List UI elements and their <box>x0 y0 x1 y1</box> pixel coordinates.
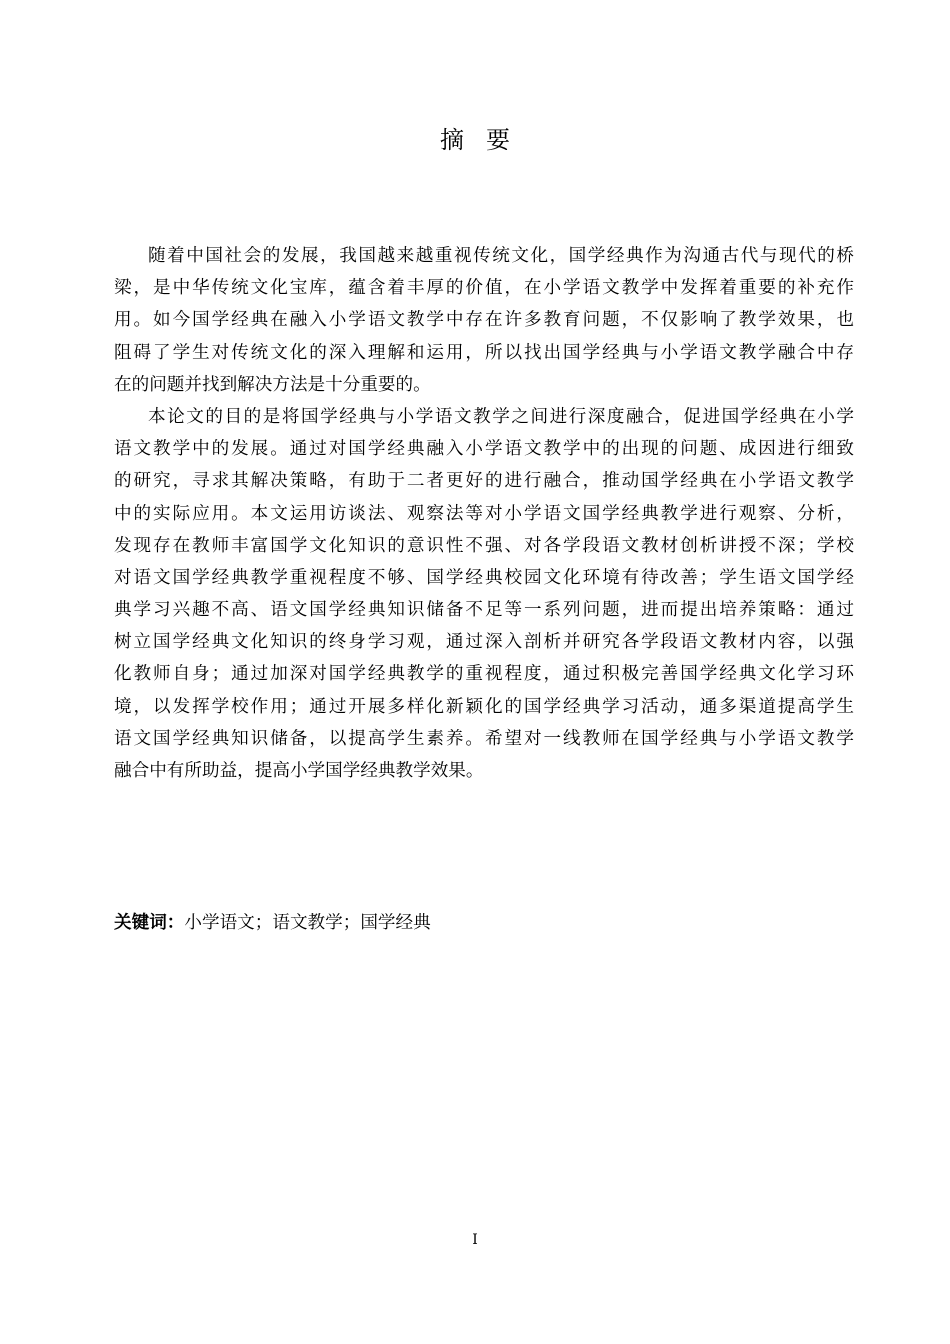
text-line: 语文国学经典知识储备，以提高学生素养。希望对一线教师在国学经典与小学语文教学 <box>114 728 854 749</box>
paragraph-2 <box>114 401 854 787</box>
keywords <box>114 907 431 939</box>
text-line: 本论文的目的是将国学经典与小学语文教学之间进行深度融合，促进国学经典在小学 <box>148 406 854 427</box>
text-line: 中的实际应用。本文运用访谈法、观察法等对小学语文国学经典教学进行观察、分析， <box>114 503 854 524</box>
text-line: 典学习兴趣不高、语文国学经典知识储备不足等一系列问题，进而提出培养策略：通过 <box>114 600 854 621</box>
text-line: 在的问题并找到解决方法是十分重要的。 <box>114 374 431 395</box>
text-line: 语文教学中的发展。通过对国学经典融入小学语文教学中的出现的问题、成因进行细致 <box>114 439 854 460</box>
text-line: 化教师自身；通过加深对国学经典教学的重视程度，通过积极完善国学经典文化学习环 <box>114 664 854 685</box>
abstract-title: 摘要 <box>440 126 532 154</box>
paragraph-1 <box>114 240 854 401</box>
text-line: 用。如今国学经典在融入小学语文教学中存在许多教育问题，不仅影响了教学效果，也 <box>114 310 854 331</box>
text-line: 对语文国学经典教学重视程度不够、国学经典校园文化环境有待改善；学生语文国学经 <box>114 567 854 588</box>
page-number: I <box>472 1232 478 1248</box>
text-line: 融合中有所助益，提高小学国学经典教学效果。 <box>114 761 484 781</box>
keywords-label: 关键词： <box>114 913 185 933</box>
text-line: 梁，是中华传统文化宝库，蕴含着丰厚的价值，在小学语文教学中发挥着重要的补充作 <box>114 278 854 299</box>
text-line: 树立国学经典文化知识的终身学习观，通过深入剖析并研究各学段语文教材内容，以强 <box>114 632 854 653</box>
text-line: 的研究，寻求其解决策略，有助于二者更好的进行融合，推动国学经典在小学语文教学 <box>114 471 854 492</box>
text-line: 发现存在教师丰富国学文化知识的意识性不强、对各学段语文教材创析讲授不深；学校 <box>114 535 854 556</box>
abstract-body <box>114 240 854 787</box>
text-line: 境，以发挥学校作用；通过开展多样化新颖化的国学经典学习活动，通多渠道提高学生 <box>114 696 854 717</box>
text-line: 阻碍了学生对传统文化的深入理解和运用，所以找出国学经典与小学语文教学融合中存 <box>114 342 854 363</box>
keywords-value: 小学语文；语文教学；国学经典 <box>184 913 431 933</box>
text-line: 随着中国社会的发展，我国越来越重视传统文化，国学经典作为沟通古代与现代的桥 <box>148 246 854 266</box>
